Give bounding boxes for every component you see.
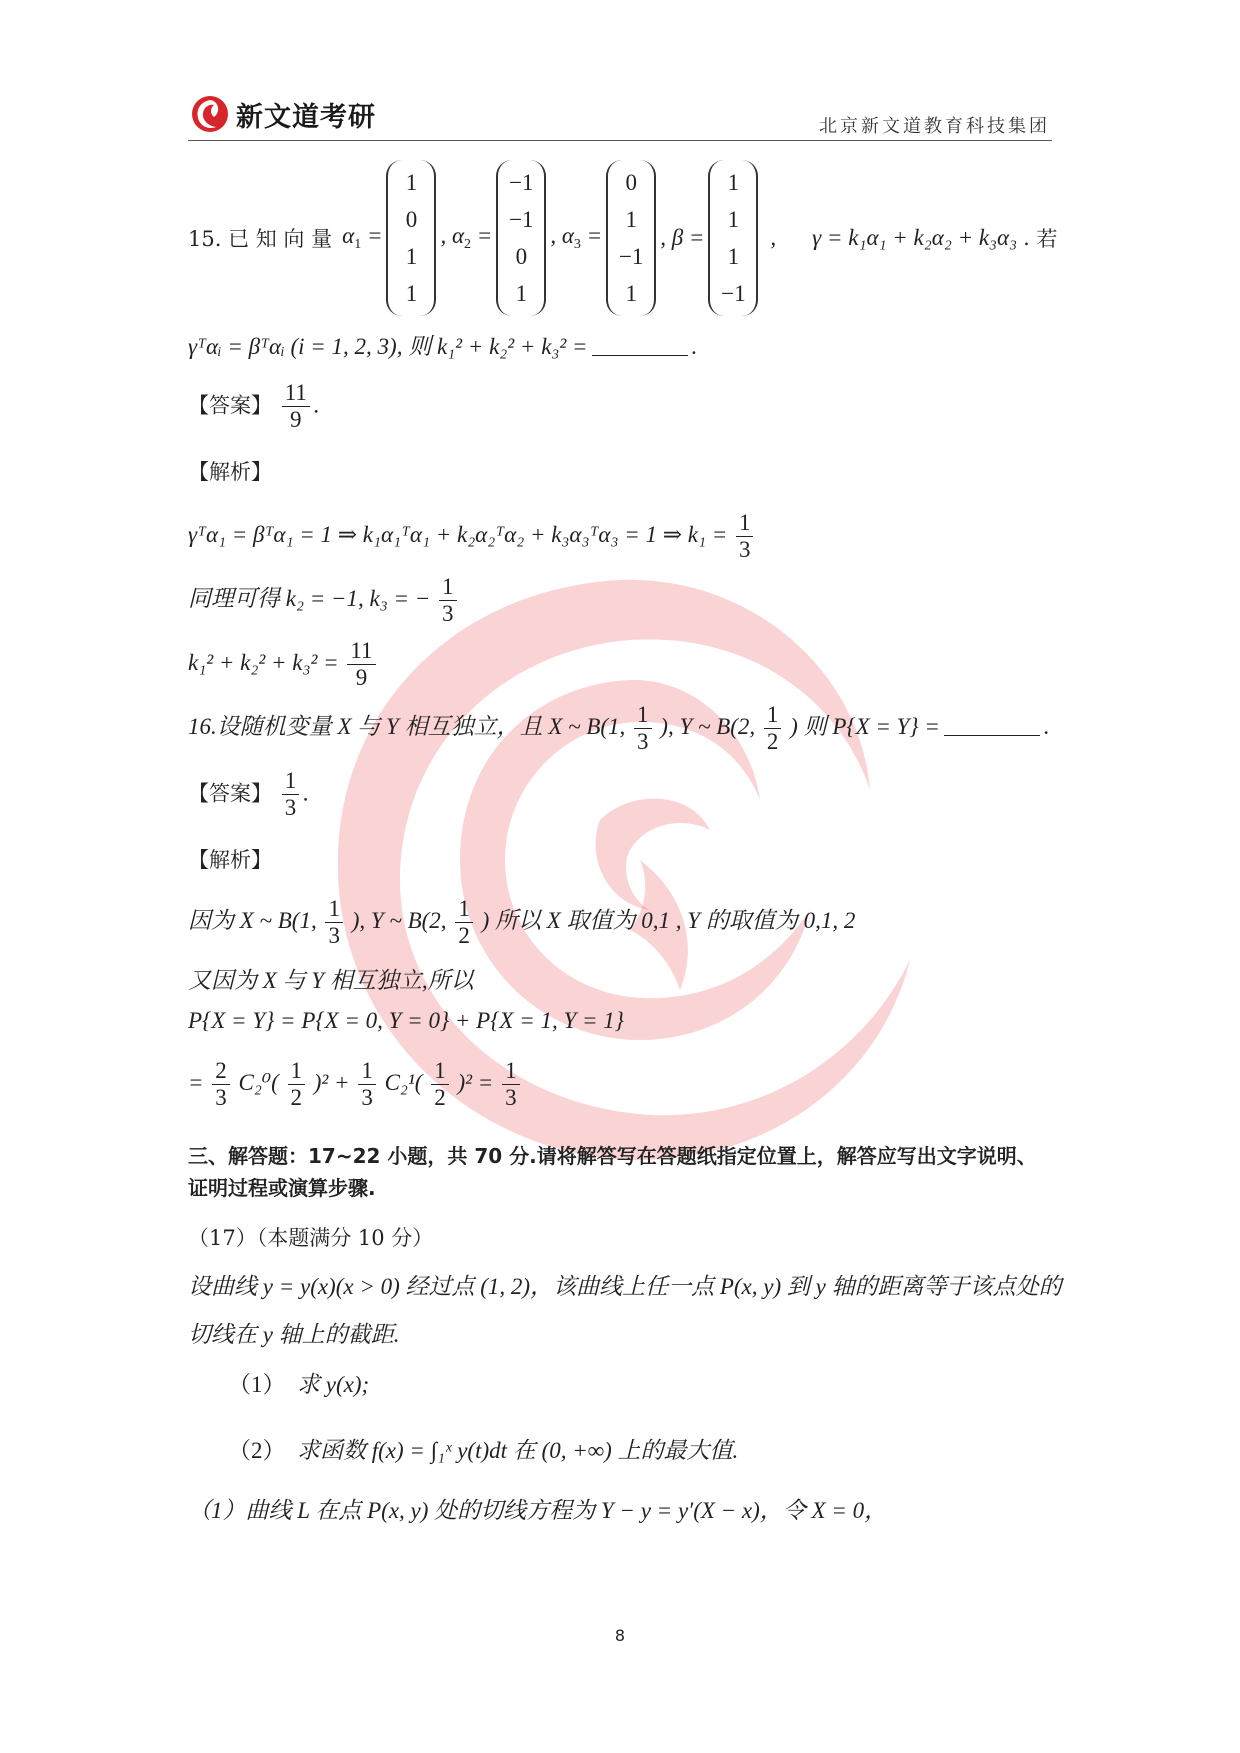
alpha2-vector: −1 −1 0 1 bbox=[496, 160, 546, 316]
beta-vector: 1 1 1 −1 bbox=[708, 160, 758, 316]
q15-step2: 同理可得 k₂ = −1, k₃ = − $\frac{1}{3}$ bbox=[188, 574, 460, 628]
q15-step1: γᵀα₁ = βᵀα₁ = 1 ⇒ k₁α₁ᵀα₁ + k₂α₂ᵀα₂ + k₃α₃ᵀα₃ = 1 ⇒ k₁ = $\frac{1}{3}$ bbox=[188, 510, 756, 564]
q15-answer: 【答案】 $\frac{11}{9}$ . bbox=[188, 380, 320, 433]
page-number: 8 bbox=[614, 1626, 626, 1645]
q15-stem: 15. 已 知 向 量 $\alpha_1$ = 1 0 1 1 , $\alpha_2$ = −1 −1 0 1 , $\alpha_3$ = 0 1 −1 1 , β = 1 1 1 −1 , γ = k₁α₁ + k₂α₂ + k₃α₃ . 若 bbox=[188, 160, 1057, 316]
q16-analysis-label: 【解析】 bbox=[188, 848, 272, 872]
gamma-definition: γ = k₁α₁ + k₂α₂ + k₃α₃ bbox=[812, 225, 1018, 250]
phoenix-logo-icon bbox=[190, 94, 230, 134]
q17-stem2: 切线在 y 轴上的截距. bbox=[188, 1322, 400, 1347]
q16-line2: 又因为 X 与 Y 相互独立,所以 bbox=[188, 968, 474, 993]
header-divider bbox=[188, 140, 1052, 141]
q15-analysis-label: 【解析】 bbox=[188, 460, 272, 484]
section3-line2: 证明过程或演算步骤. bbox=[188, 1176, 376, 1200]
section3-line1: 三、解答题：17~22 小题，共 70 分.请将解答写在答题纸指定位置上，解答应写出文字说明、 bbox=[188, 1144, 1037, 1168]
q15-label: 15. 已 知 向 量 bbox=[188, 227, 333, 251]
brand-logo bbox=[190, 90, 390, 138]
org-name: 北京新文道教育科技集团 bbox=[819, 116, 1050, 137]
q17-part2: （2） 求函数 f(x) = ∫₁ˣ y(t)dt 在 (0, +∞) 上的最大值. bbox=[228, 1438, 739, 1463]
alpha3-vector: 0 1 −1 1 bbox=[606, 160, 656, 316]
q16-blank bbox=[944, 735, 1040, 736]
q17-stem1: 设曲线 y = y(x)(x > 0) 经过点 (1, 2)，该曲线上任一点 P(x, y) 到 y 轴的距离等于该点处的 bbox=[188, 1274, 1062, 1299]
alpha1-vector: 1 0 1 1 bbox=[386, 160, 436, 316]
brand-name: 新文道考研 bbox=[236, 101, 376, 133]
q16-line4: = $\frac{2}{3}$ C₂⁰( $\frac{1}{2}$ )² + $\frac{1}{3}$ C₂¹( $\frac{1}{2}$ )² = $\frac{1}{3}$ bbox=[188, 1058, 523, 1112]
q15-blank bbox=[592, 355, 688, 356]
q16-line3: P{X = Y} = P{X = 0, Y = 0} + P{X = 1, Y = 1} bbox=[188, 1008, 625, 1033]
ruo-text: 若 bbox=[1036, 227, 1058, 251]
q16-stem: 16.设随机变量 X 与 Y 相互独立，且 X ~ B(1, $\frac{1}{3}$ ), Y ~ B(2, $\frac{1}{2}$ ) 则 P{X = Y} = . bbox=[188, 702, 1050, 755]
q15-step3: k₁² + k₂² + k₃² = $\frac{11}{9}$ bbox=[188, 638, 379, 692]
q15-condition: γᵀαᵢ = βᵀαᵢ (i = 1, 2, 3), 则 k₁² + k₂² + k₃² = . bbox=[188, 334, 698, 359]
q16-answer: 【答案】 $\frac{1}{3}$ . bbox=[188, 768, 309, 821]
q16-line1: 因为 X ~ B(1, $\frac{1}{3}$ ), Y ~ B(2, $\frac{1}{2}$ ) 所以 X 取值为 0,1 , Y 的取值为 0,1, 2 bbox=[188, 896, 856, 949]
q17-part1: （1） 求 y(x); bbox=[228, 1372, 370, 1397]
q17-solution1: （1）曲线 L 在点 P(x, y) 处的切线方程为 Y − y = y′(X − x)，令 X = 0， bbox=[188, 1498, 888, 1523]
q17-title: （17）（本题满分 10 分） bbox=[188, 1226, 434, 1250]
